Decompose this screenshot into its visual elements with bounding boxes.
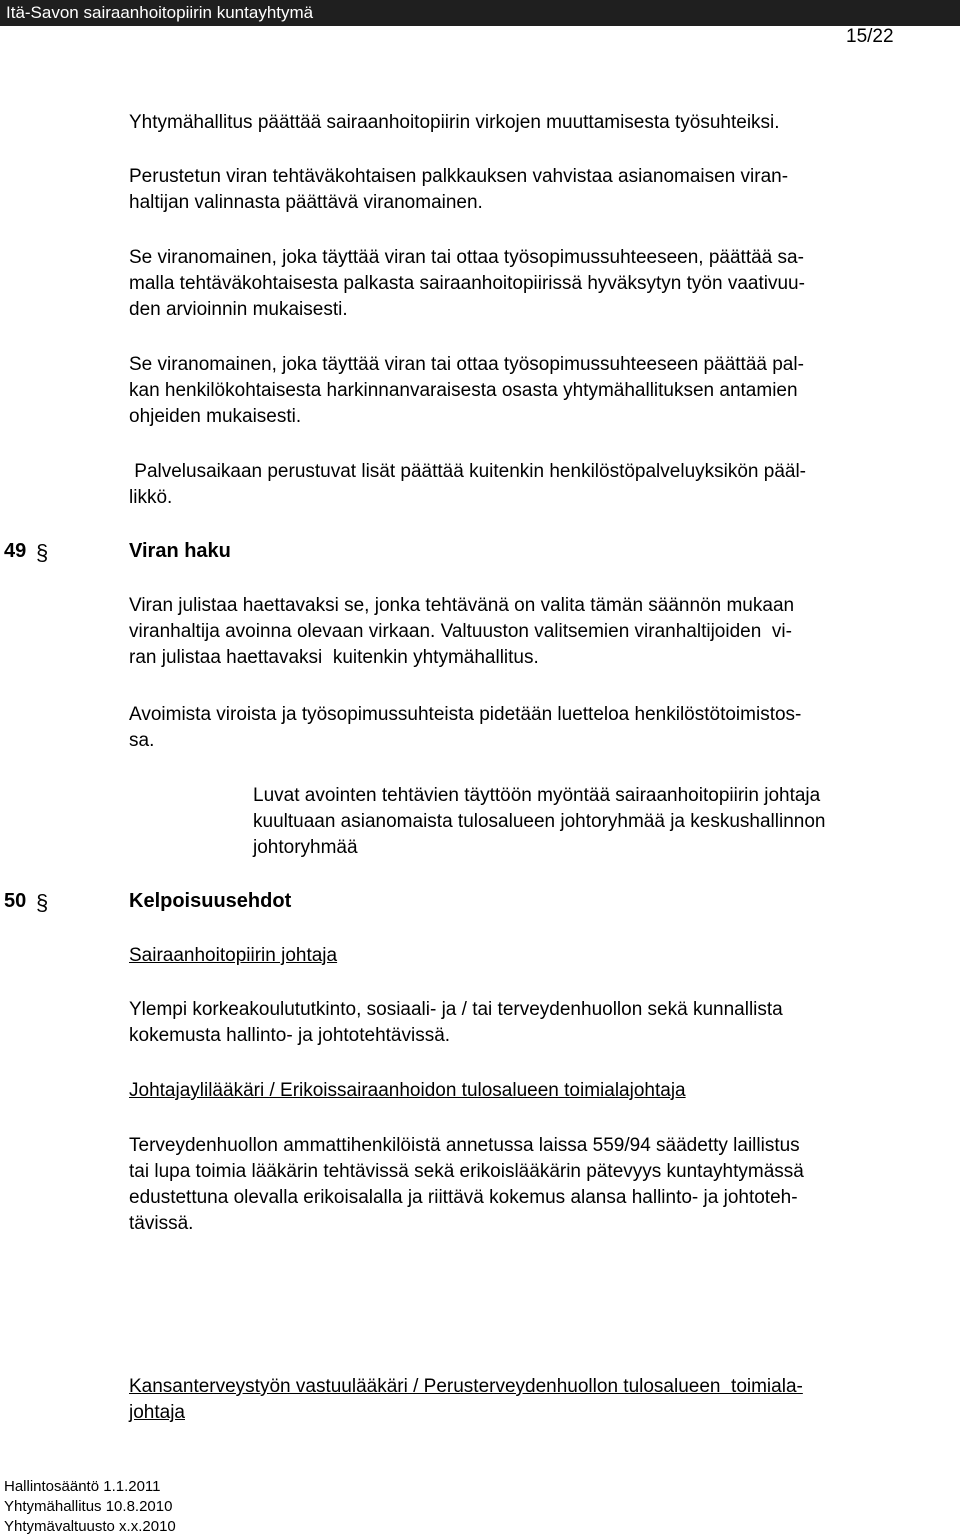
footer-line: Yhtymähallitus 10.8.2010 bbox=[4, 1498, 173, 1515]
subsection-title: Sairaanhoitopiirin johtaja bbox=[129, 945, 338, 966]
paragraph: Perustetun viran tehtäväkohtaisen palkkauksen vahvistaa asianomaisen viran- haltijan valinnasta päättävä viranomainen. bbox=[129, 166, 789, 213]
section-number: 49 bbox=[4, 540, 27, 562]
paragraph: Terveydenhuollon ammattihenkilöistä annetussa laissa 559/94 säädetty laillistus tai lupa toimia lääkärin tehtävissä sekä erikoislääkärin pätevyys kuntayhtymässä edustettuna olevalla erikoisalalla ja riittävä kokemus alansa hallinto- ja johtoteh- tävissä. bbox=[129, 1135, 804, 1234]
document-footer bbox=[4, 1477, 176, 1537]
document-header bbox=[0, 0, 960, 26]
paragraph: Luvat avointen tehtävien täyttöön myöntää sairaanhoitopiirin johtaja kuultuaan asianomaista tulosalueen johtoryhmää ja keskushallinnon johtoryhmää bbox=[253, 785, 826, 858]
paragraph: Avoimista viroista ja työsopimussuhteista pidetään luetteloa henkilöstötoimistos- sa. bbox=[129, 704, 802, 751]
paragraph: Yhtymähallitus päättää sairaanhoitopiirin virkojen muuttamisesta työsuhteiksi. bbox=[129, 112, 780, 133]
section-title: Viran haku bbox=[129, 540, 231, 562]
paragraph: Palvelusaikaan perustuvat lisät päättää kuitenkin henkilöstöpalveluyksikön pääl- likkö. bbox=[129, 461, 807, 508]
footer-line: Yhtymävaltuusto x.x.2010 bbox=[4, 1518, 176, 1535]
section-title: Kelpoisuusehdot bbox=[129, 890, 292, 912]
organization-name: Itä-Savon sairaanhoitopiirin kuntayhtymä bbox=[6, 3, 314, 22]
section-number: 50 bbox=[4, 890, 27, 912]
subsection-title: Johtajaylilääkäri / Erikoissairaanhoidon tulosalueen toimialajohtaja bbox=[129, 1080, 686, 1101]
subsection-title: Kansanterveystyön vastuulääkäri / Perusterveydenhuollon tulosalueen toimiala- johtaja bbox=[129, 1376, 803, 1423]
paragraph: Ylempi korkeakoulututkinto, sosiaali- ja / tai terveydenhuollon sekä kunnallista kokemusta hallinto- ja johtotehtävissä. bbox=[129, 999, 783, 1046]
section-symbol: § bbox=[36, 540, 49, 565]
paragraph: Se viranomainen, joka täyttää viran tai ottaa työsopimussuhteeseen päättää pal- kan henkilökohtaisesta harkinnanvaraisesta osasta yhtymähallituksen antamien ohjeiden mukaisesti. bbox=[129, 354, 804, 427]
paragraph: Viran julistaa haettavaksi se, jonka tehtävänä on valita tämän säännön mukaan viranhaltija avoinna olevaan virkaan. Valtuuston valitsemien viranhaltijoiden vi- ran julistaa haettavaksi kuitenkin yhtymähallitus. bbox=[129, 595, 795, 668]
paragraph: Se viranomainen, joka täyttää viran tai ottaa työsopimussuhteeseen, päättää sa- malla tehtäväkohtaisesta palkasta sairaanhoitopiirissä hyväksytyn työn vaativuu- den arvioinnin mukaisesti. bbox=[129, 247, 805, 320]
section-symbol: § bbox=[36, 890, 49, 915]
footer-line: Hallintosääntö 1.1.2011 bbox=[4, 1478, 161, 1495]
page-number: 15/22 bbox=[846, 26, 894, 47]
